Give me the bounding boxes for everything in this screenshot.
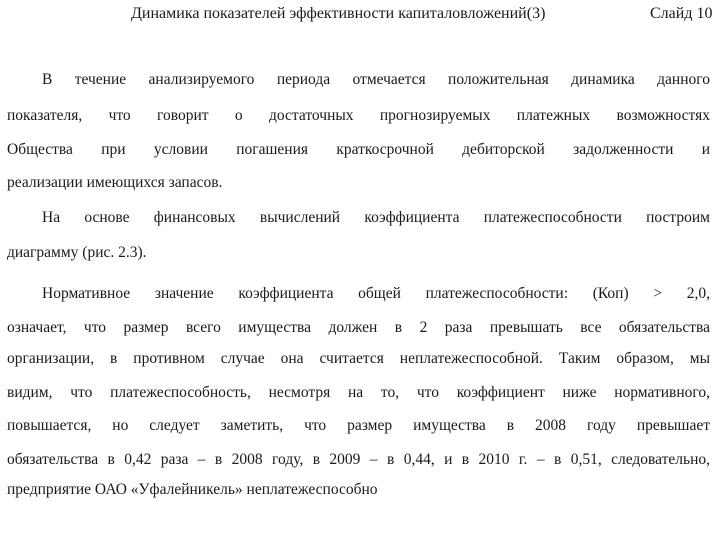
paragraph-2-line-2: диаграмму (рис. 2.3).	[7, 244, 147, 261]
paragraph-3-line-2: означает, что размер всего имущества должен в 2 раза превышать все обязательства	[7, 319, 710, 336]
slide-title: Динамика показателей эффективности капиталовложений(3)	[131, 5, 546, 22]
paragraph-3-line-4: видим, что платежеспособность, несмотря на то, что коэффициент ниже нормативного,	[7, 384, 710, 401]
paragraph-1-line-2: показателя, что говорит о достаточных прогнозируемых платежных возможностях	[7, 107, 710, 124]
paragraph-3-line-1: Нормативное значение коэффициента общей платежеспособности: (Коп) > 2,0,	[42, 285, 710, 302]
paragraph-1-line-4: реализации имеющихся запасов.	[7, 174, 223, 191]
paragraph-3-line-6: обязательства в 0,42 раза – в 2008 году, в 2009 – в 0,44, и в 2010 г. – в 0,51, следовательно,	[7, 451, 710, 468]
paragraph-3-line-3: организации, в противном случае она считается неплатежеспособной. Таким образом, мы	[7, 350, 710, 367]
paragraph-2-line-1: На основе финансовых вычислений коэффициента платежеспособности построим	[42, 209, 710, 226]
paragraph-3-line-7: предприятие ОАО «Уфалейникель» неплатежеспособно	[7, 481, 378, 498]
paragraph-1-line-1: В течение анализируемого периода отмечается положительная динамика данного	[42, 71, 710, 88]
paragraph-3-line-5: повышается, но следует заметить, что размер имущества в 2008 году превышает	[7, 417, 710, 434]
paragraph-1-line-3: Общества при условии погашения краткосрочной дебиторской задолженности и	[7, 141, 710, 158]
slide-number: Слайд 10	[650, 5, 713, 22]
